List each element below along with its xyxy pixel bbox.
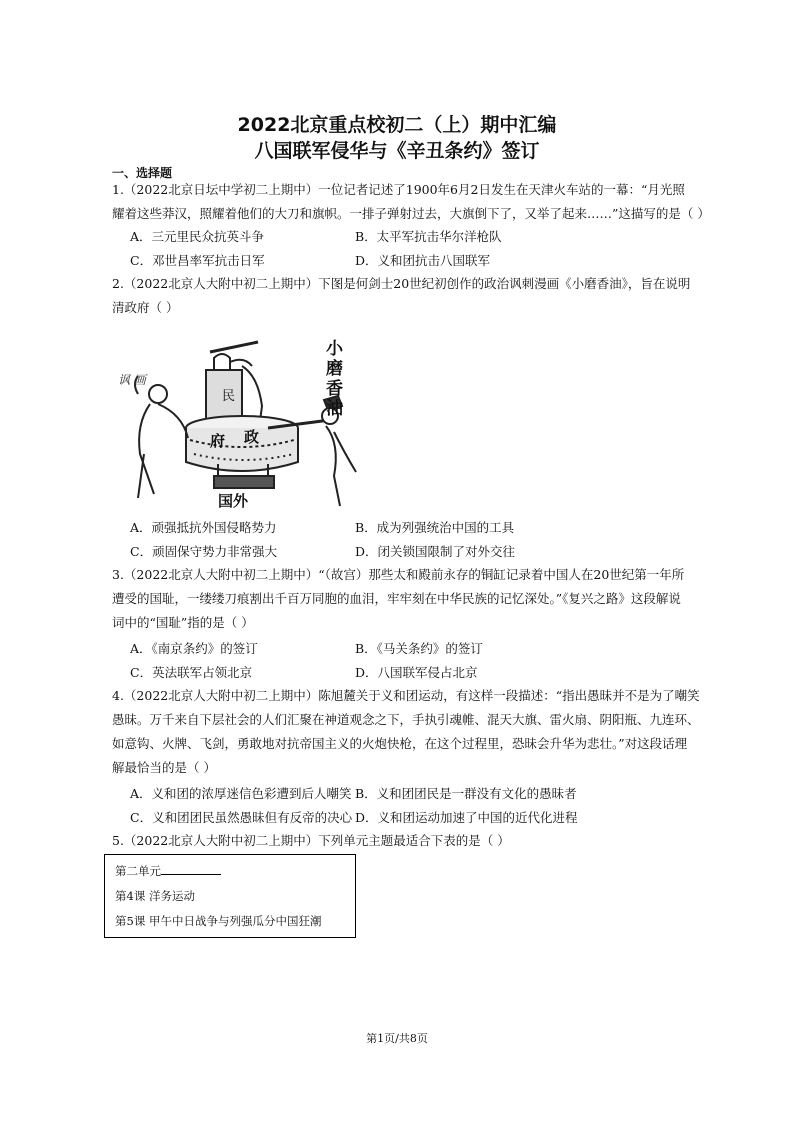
q3-option-b: B．《马关条约》的签订 — [355, 641, 483, 656]
q5-table-unit: 第二单元 — [115, 863, 221, 879]
q4-stem-line: 4.（2022北京人大附中初二上期中）陈旭麓关于义和团运动，有这样一段描述：“指出愚昧并不是为了嘲笑 — [112, 688, 700, 703]
q3-option-c: C．英法联军占领北京 — [130, 665, 253, 680]
document-subtitle: 八国联军侵华与《辛丑条约》签订 — [254, 140, 540, 162]
cartoon-label-fu: 府 — [210, 432, 226, 450]
cartoon-title-char: 小 — [326, 339, 343, 359]
q3-stem-line: 词中的“国耻”指的是（ ） — [112, 615, 254, 630]
cartoon-label-zheng: 政 — [244, 428, 260, 446]
q2-option-b: B．成为列强统治中国的工具 — [355, 520, 515, 535]
document-title: 2022北京重点校初二（上）期中汇编 — [237, 114, 557, 136]
cartoon-title-char: 油 — [326, 399, 343, 419]
cartoon-label-min: 民 — [222, 389, 236, 404]
q3-option-a: A．《南京条约》的签订 — [130, 641, 258, 656]
q4-option-b: B．义和团团民是一群没有文化的愚昧者 — [355, 786, 577, 801]
page-number: 第1页/共8页 — [366, 1032, 428, 1045]
section-heading: 一、选择题 — [112, 166, 173, 180]
cartoon-title-char: 磨 — [326, 359, 343, 379]
cartoon-label-guowai: 国外 — [218, 492, 249, 510]
cartoon-drawing — [118, 336, 358, 512]
q5-table-lesson5: 第5课 甲午中日战争与列强瓜分中国狂潮 — [115, 914, 322, 928]
cartoon-signature: 讽 画 — [118, 373, 146, 387]
q2-option-a: A．顽强抵抗外国侵略势力 — [130, 520, 277, 535]
q1-stem-line: 耀着这些莽汉，照耀着他们的大刀和旗帜。一排子弹射过去，大旗倒下了，又举了起来……”这描写的是（ ） — [112, 206, 710, 221]
q5-stem-line: 5.（2022北京人大附中初二上期中）下列单元主题最适合下表的是（ ） — [112, 833, 510, 848]
q1-option-c: C．邓世昌率军抗击日军 — [130, 253, 265, 268]
q4-stem-line: 如意钩、火牌、飞剑，勇敢地对抗帝国主义的火炮快枪，在这个过程里，恐昧会升华为悲壮。”对这段话理 — [112, 736, 688, 751]
q2-option-d: D．闭关锁国限制了对外交往 — [355, 544, 516, 559]
q4-stem-line: 愚昧。万千来自下层社会的人们汇聚在神道观念之下，手执引魂帷、混天大旗、雷火扇、阴阳瓶、九连环、 — [112, 712, 700, 727]
q1-option-d: D．义和团抗击八国联军 — [355, 253, 491, 268]
q3-stem-line: 遭受的国耻，一缕缕刀痕割出千百万同胞的血泪，牢牢刻在中华民族的记忆深处。”《复兴之路》这段解说 — [112, 591, 681, 606]
q1-stem-line: 1.（2022北京日坛中学初二上期中）一位记者记述了1900年6月2日发生在天津火车站的一幕：“月光照 — [112, 182, 685, 197]
q3-option-d: D．八国联军侵占北京 — [355, 665, 478, 680]
q2-stem-line: 清政府（ ） — [112, 300, 179, 315]
q2-option-c: C．顽固保守势力非常强大 — [130, 544, 278, 559]
q4-option-c: C．义和团团民虽然愚昧但有反帝的决心 — [130, 810, 353, 825]
q4-option-d: D．义和团运动加速了中国的近代化进程 — [355, 810, 578, 825]
q5-table-lesson4: 第4课 洋务运动 — [115, 889, 195, 903]
q5-table — [104, 854, 356, 938]
q1-option-a: A．三元里民众抗英斗争 — [130, 229, 265, 244]
fill-blank[interactable] — [161, 863, 221, 875]
satirical-cartoon-image — [118, 336, 358, 512]
q3-stem-line: 3.（2022北京人大附中初二上期中）“（故宫）那些太和殿前永存的铜缸记录着中国人在20世纪第一年所 — [112, 567, 685, 582]
q1-option-b: B．太平军抗击华尔洋枪队 — [355, 229, 502, 244]
cartoon-title-char: 香 — [326, 379, 343, 399]
q4-stem-line: 解最恰当的是（ ） — [112, 760, 216, 775]
q2-stem-line: 2.（2022北京人大附中初二上期中）下图是何剑士20世纪初创作的政治讽刺漫画《小磨香油》，旨在说明 — [112, 276, 691, 291]
q4-option-a: A．义和团的浓厚迷信色彩遭到后人嘲笑 — [130, 786, 352, 801]
